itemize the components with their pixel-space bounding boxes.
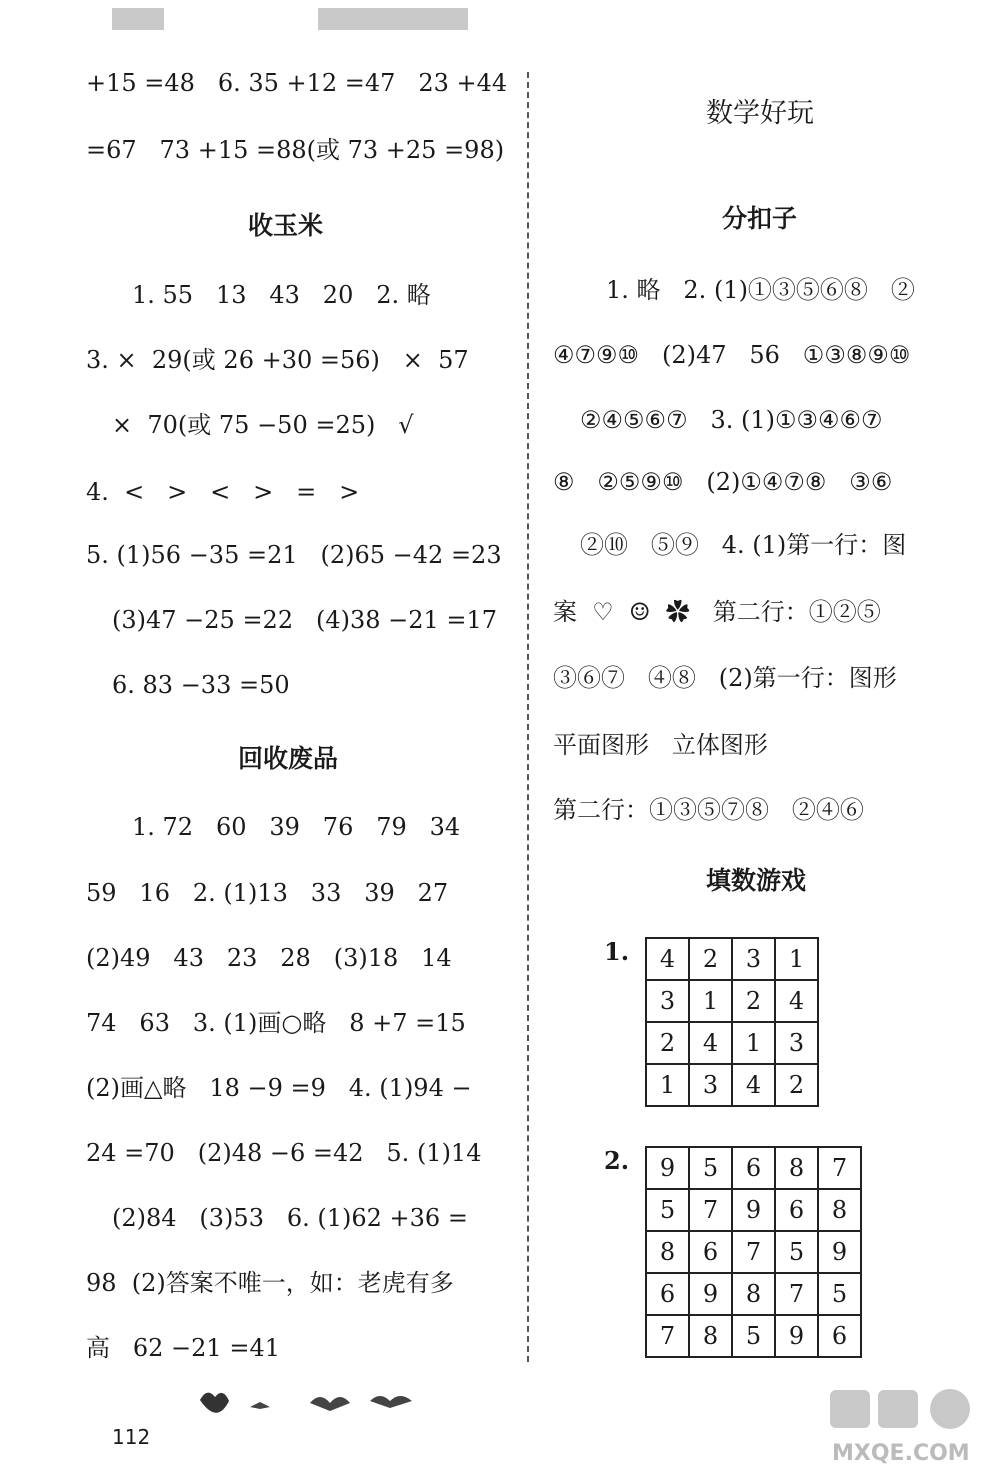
left-line: 24 =70 (2)48 −6 =42 5. (1)14 — [86, 1139, 482, 1167]
left-line: =67 73 +15 =88(或 73 +25 =98) — [86, 136, 505, 164]
grid-cell: 4 — [689, 1022, 732, 1064]
right-line: 案 ♡ ☺ ✿ 第二行：①②⑤ — [553, 598, 881, 626]
grid-cell: 2 — [775, 1064, 818, 1106]
grid-cell: 2 — [689, 938, 732, 980]
grid-cell: 7 — [646, 1315, 689, 1357]
number-grid-1 — [645, 937, 819, 1107]
grid-cell: 2 — [646, 1022, 689, 1064]
grid-cell: 9 — [646, 1147, 689, 1189]
right-line: ③⑥⑦ ④⑧ (2)第一行：图形 — [553, 664, 897, 692]
section-title: 分扣子 — [722, 204, 798, 233]
grid-cell: 5 — [646, 1189, 689, 1231]
grid-cell: 6 — [646, 1273, 689, 1315]
grid-cell: 3 — [732, 938, 775, 980]
grid-cell: 9 — [818, 1231, 861, 1273]
right-line: 第二行：①③⑤⑦⑧ ②④⑥ — [553, 796, 864, 824]
birds-decoration — [195, 1385, 420, 1430]
grid-label: 2. — [604, 1146, 630, 1175]
grid-cell: 8 — [646, 1231, 689, 1273]
right-line: ④⑦⑨⑩ (2)47 56 ①③⑧⑨⑩ — [553, 341, 911, 369]
grid-cell: 8 — [732, 1273, 775, 1315]
grid-cell: 4 — [646, 938, 689, 980]
left-line: 4. < > < > = > — [86, 478, 360, 506]
right-line: 平面图形 立体图形 — [553, 731, 768, 759]
number-grid-2 — [645, 1146, 862, 1358]
left-line: (2)49 43 23 28 (3)18 14 — [86, 944, 452, 972]
grid-cell: 8 — [818, 1189, 861, 1231]
left-line: 1. 72 60 39 76 79 34 — [132, 813, 461, 841]
header-bar-right — [318, 8, 468, 30]
grid-cell: 4 — [732, 1064, 775, 1106]
left-line: 74 63 3. (1)画○略 8 +7 =15 — [86, 1009, 466, 1037]
right-line: 1. 略 2. (1)①③⑤⑥⑧ ② — [606, 276, 915, 304]
grid-cell: 9 — [689, 1273, 732, 1315]
grid-cell: 6 — [775, 1189, 818, 1231]
grid-cell: 5 — [775, 1231, 818, 1273]
header-bar-left — [112, 8, 164, 30]
left-line: +15 =48 6. 35 +12 =47 23 +44 — [86, 69, 508, 97]
left-line: 1. 55 13 43 20 2. 略 — [132, 281, 431, 309]
grid-cell: 7 — [732, 1231, 775, 1273]
site-watermark-logo — [820, 1380, 1000, 1470]
grid-cell: 1 — [775, 938, 818, 980]
left-line: 高 62 −21 =41 — [86, 1334, 280, 1362]
grid-cell: 4 — [775, 980, 818, 1022]
left-line: (3)47 −25 =22 (4)38 −21 =17 — [112, 606, 498, 634]
main-title: 数学好玩 — [706, 98, 814, 129]
right-line: ②⑩ ⑤⑨ 4. (1)第一行：图 — [580, 531, 907, 559]
grid-cell: 3 — [775, 1022, 818, 1064]
section-title: 收玉米 — [248, 211, 324, 240]
column-divider — [527, 72, 529, 1362]
left-line: (2)画△略 18 −9 =9 4. (1)94 − — [86, 1074, 472, 1102]
watermark-text: MXQE.COM — [832, 1441, 970, 1466]
left-line: 5. (1)56 −35 =21 (2)65 −42 =23 — [86, 541, 502, 569]
grid-cell: 2 — [732, 980, 775, 1022]
grid-cell: 6 — [689, 1231, 732, 1273]
right-line: ②④⑤⑥⑦ 3. (1)①③④⑥⑦ — [580, 406, 883, 434]
left-line: 3. × 29(或 26 +30 =56) × 57 — [86, 346, 469, 374]
grid-cell: 7 — [689, 1189, 732, 1231]
grid-cell: 1 — [732, 1022, 775, 1064]
left-line: 59 16 2. (1)13 33 39 27 — [86, 879, 449, 907]
left-line: 98 (2)答案不唯一，如：老虎有多 — [86, 1269, 454, 1297]
section-title: 回收废品 — [238, 744, 339, 773]
grid-cell: 9 — [732, 1189, 775, 1231]
grid-cell: 9 — [775, 1315, 818, 1357]
grid-cell: 7 — [775, 1273, 818, 1315]
grid-cell: 1 — [646, 1064, 689, 1106]
page-number: 112 — [112, 1425, 151, 1449]
grid-cell: 3 — [646, 980, 689, 1022]
grid-cell: 6 — [732, 1147, 775, 1189]
section-title: 填数游戏 — [706, 866, 807, 895]
grid-cell: 8 — [775, 1147, 818, 1189]
left-line: × 70(或 75 −50 =25) √ — [112, 411, 414, 439]
left-line: 6. 83 −33 =50 — [112, 671, 290, 699]
grid-cell: 3 — [689, 1064, 732, 1106]
grid-cell: 8 — [689, 1315, 732, 1357]
grid-cell: 7 — [818, 1147, 861, 1189]
grid-cell: 5 — [689, 1147, 732, 1189]
grid-cell: 5 — [818, 1273, 861, 1315]
grid-cell: 1 — [689, 980, 732, 1022]
grid-cell: 5 — [732, 1315, 775, 1357]
right-line: ⑧ ②⑤⑨⑩ (2)①④⑦⑧ ③⑥ — [553, 468, 893, 496]
grid-cell: 6 — [818, 1315, 861, 1357]
left-line: (2)84 (3)53 6. (1)62 +36 = — [112, 1204, 468, 1232]
grid-label: 1. — [604, 937, 630, 966]
